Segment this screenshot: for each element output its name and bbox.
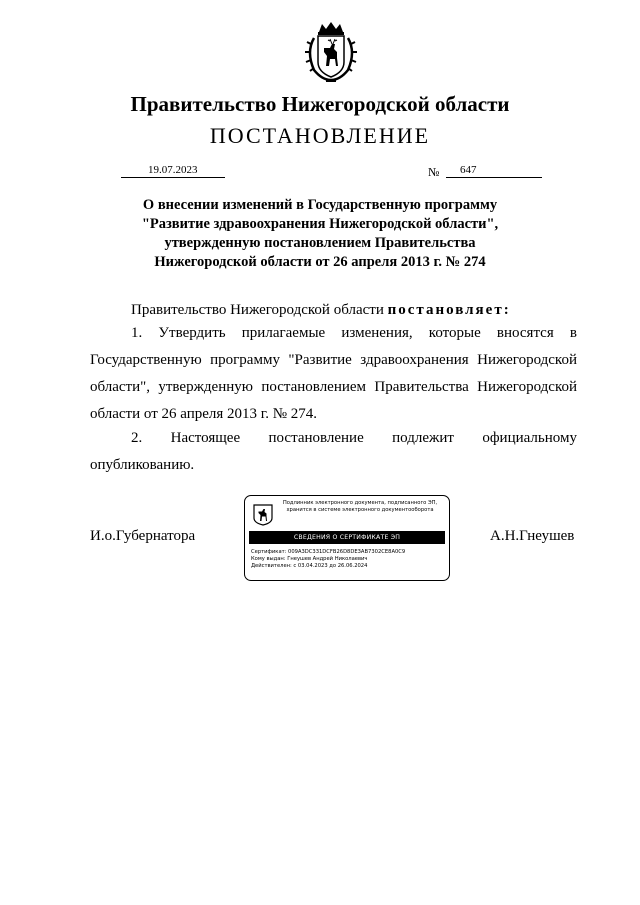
document-date: 19.07.2023 — [121, 163, 225, 178]
preamble-verb: постановляет: — [387, 302, 511, 318]
deer-emblem-icon — [253, 504, 273, 526]
subject-line: "Развитие здравоохранения Нижегородской области", — [141, 216, 499, 232]
clause-2: 2. Настоящее постановление подлежит официальному опубликованию. — [90, 430, 577, 473]
stamp-note — [275, 500, 445, 514]
certificate-id: Сертификат: 009A3DC331DCFB26D8DE3AB7302CE8A0C9 — [251, 549, 406, 555]
number-label: № — [428, 165, 440, 179]
preamble-text: Правительство Нижегородской области — [131, 302, 388, 318]
government-title: Правительство Нижегородской области — [130, 92, 510, 116]
stamp-note-line: хранится в системе электронного документооборота — [286, 507, 434, 513]
subject-line: утвержденную постановлением Правительства — [164, 235, 476, 251]
signer-name: А.Н.Гнеушев — [490, 528, 575, 544]
subject-line: Нижегородской области от 26 апреля 2013 г. № 274 — [154, 254, 486, 270]
certificate-owner: Кому выдан: Гнеушев Андрей Николаевич — [251, 556, 368, 562]
certificate-validity: Действителен: с 03.04.2023 до 26.06.2024 — [251, 563, 368, 569]
stamp-header-bar: СВЕДЕНИЯ О СЕРТИФИКАТЕ ЭП — [249, 531, 445, 544]
clause-1: 1. Утвердить прилагаемые изменения, которые вносятся в Государственную программу "Развитие здравоохранения Нижегородской области", утвержденную постановлением Правительства Нижегородской области от 26 апреля 2013 г. № 274. — [90, 325, 577, 422]
coat-of-arms-icon — [302, 22, 360, 84]
document-subject — [100, 196, 540, 272]
stamp-note-line: Подлинник электронного документа, подписанного ЭП, — [282, 500, 438, 506]
signer-title: И.о.Губернатора — [90, 528, 196, 544]
document-type: ПОСТАНОВЛЕНИЕ — [209, 123, 431, 148]
e-signature-stamp — [244, 495, 450, 581]
document-number: 647 — [446, 163, 542, 178]
subject-line: О внесении изменений в Государственную программу — [142, 197, 498, 213]
